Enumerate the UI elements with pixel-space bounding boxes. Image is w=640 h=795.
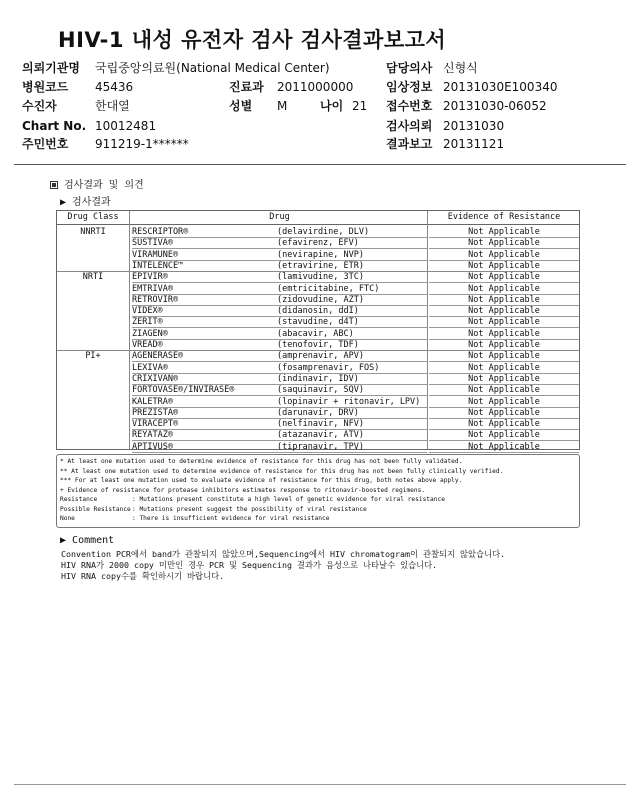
resistance-evidence: Not Applicable bbox=[429, 374, 579, 385]
table-header bbox=[57, 211, 579, 225]
legend-resistance bbox=[60, 495, 576, 505]
drug-brand-name: ZIAGEN® bbox=[132, 329, 277, 340]
doctor-value: 신형식 bbox=[443, 61, 478, 75]
comment-body bbox=[61, 549, 505, 582]
section-heading-text: 검사결과 및 의견 bbox=[64, 180, 144, 191]
subsection-heading-text: 검사결과 bbox=[72, 197, 111, 208]
table-row bbox=[57, 408, 579, 419]
table-row bbox=[57, 385, 579, 396]
table-row bbox=[57, 430, 579, 441]
drug-brand-name: PREZISTA® bbox=[132, 408, 277, 419]
drug-brand-name: APTIVUS® bbox=[132, 442, 277, 453]
hospital-code-label: 병원코드 bbox=[22, 80, 69, 94]
table-row bbox=[57, 419, 579, 430]
triangle-bullet-icon: ▶ bbox=[60, 535, 73, 546]
drug-class-label: NRTI bbox=[82, 272, 104, 283]
table-row bbox=[57, 306, 579, 317]
drug-generic-name: (lopinavir + ritonavir, LPV) bbox=[277, 397, 427, 408]
drug-generic-name: (amprenavir, APV) bbox=[277, 351, 427, 362]
table-row bbox=[57, 238, 579, 249]
legend-key: Resistance bbox=[60, 496, 98, 503]
resistance-evidence: Not Applicable bbox=[429, 385, 579, 396]
table-row bbox=[57, 397, 579, 408]
table-row bbox=[57, 250, 579, 261]
institution-value: 국립중앙의료원(National Medical Center) bbox=[95, 61, 330, 75]
report-title: HIV-1 내성 유전자 검사 검사결과보고서 bbox=[58, 28, 447, 52]
rrn-value: 911219-1****** bbox=[95, 137, 189, 151]
chart-no-label: Chart No. bbox=[22, 119, 87, 133]
chart-no-value: 10012481 bbox=[95, 119, 157, 133]
drug-generic-name: (saquinavir, SQV) bbox=[277, 385, 427, 396]
table-row bbox=[57, 442, 579, 453]
legend-text: : There is insufficient evidence for viral resistance bbox=[132, 515, 330, 522]
comment-line-3: HIV RNA copy수를 확인하시기 바랍니다. bbox=[61, 571, 225, 581]
drug-generic-name: (efavirenz, EFV) bbox=[277, 238, 427, 249]
drug-brand-name: SUSTIVA® bbox=[132, 238, 277, 249]
clinical-info-value: 20131030E100340 bbox=[443, 80, 558, 94]
drug-brand-name: RESCRIPTOR® bbox=[132, 227, 277, 238]
table-row bbox=[57, 295, 579, 306]
drug-brand-name: CRIXIVAN® bbox=[132, 374, 277, 385]
drug-brand-name: VIRAMUNE® bbox=[132, 250, 277, 261]
footnote-3: *** For at least one mutation used to evaluate evidence of resistance for this drug, both notes above apply. bbox=[60, 477, 463, 484]
comment-line-2: HIV RNA가 2000 copy 미만인 경우 PCR 및 Sequencing 결과가 음성으로 나타날수 있습니다. bbox=[61, 560, 438, 570]
drug-brand-name: INTELENCE™ bbox=[132, 261, 277, 272]
drug-brand-name: EMTRIVA® bbox=[132, 284, 277, 295]
drug-class-label: NNRTI bbox=[80, 227, 106, 237]
legend-none bbox=[60, 514, 576, 524]
drug-brand-name: RETROVIR® bbox=[132, 295, 277, 306]
resistance-evidence: Not Applicable bbox=[429, 430, 579, 441]
section-heading bbox=[50, 176, 144, 191]
drug-generic-name: (etravirine, ETR) bbox=[277, 261, 427, 272]
hospital-code-value: 45436 bbox=[95, 80, 134, 94]
drug-generic-name: (didanosin, ddI) bbox=[277, 306, 427, 317]
table-row bbox=[57, 329, 579, 340]
drug-brand-name: EPIVIR® bbox=[132, 272, 277, 283]
resistance-evidence: Not Applicable bbox=[429, 329, 579, 340]
drug-generic-name: (darunavir, DRV) bbox=[277, 408, 427, 419]
footer-divider bbox=[14, 784, 626, 785]
footnote-2: ** At least one mutation used to determine evidence of resistance for this drug has not been fully clinically verified. bbox=[60, 467, 504, 475]
drug-brand-name: REYATAZ® bbox=[132, 430, 277, 441]
resistance-evidence: Not Applicable bbox=[429, 408, 579, 419]
legend-key: None bbox=[60, 515, 75, 522]
drug-brand-name: AGENERASE® bbox=[132, 351, 277, 362]
drug-generic-name: (tipranavir, TPV) bbox=[277, 442, 427, 453]
clinical-info-label: 임상정보 bbox=[386, 80, 433, 94]
resistance-evidence: Not Applicable bbox=[429, 397, 579, 408]
table-row bbox=[57, 227, 579, 238]
drug-generic-name: (tenofovir, TDF) bbox=[277, 340, 427, 351]
resistance-table bbox=[56, 210, 580, 450]
drug-generic-name: (delavirdine, DLV) bbox=[277, 227, 427, 238]
sex-label: 성별 bbox=[229, 99, 253, 113]
triangle-bullet-icon: ▶ bbox=[60, 197, 73, 208]
drug-generic-name: (atazanavir, ATV) bbox=[277, 430, 427, 441]
table-row bbox=[57, 317, 579, 328]
drug-generic-name: (fosamprenavir, FOS) bbox=[277, 363, 427, 374]
table-row bbox=[57, 374, 579, 385]
resistance-evidence: Not Applicable bbox=[429, 442, 579, 453]
report-date-label: 결과보고 bbox=[386, 137, 433, 151]
drug-brand-name: FORTOVASE®/INVIRASE® bbox=[132, 385, 277, 396]
resistance-evidence: Not Applicable bbox=[429, 250, 579, 261]
department-label: 진료과 bbox=[229, 80, 264, 94]
footnote-1: * At least one mutation used to determine evidence of resistance for this drug has not been fully validated. bbox=[60, 458, 463, 465]
patient-value: 한대열 bbox=[95, 99, 130, 113]
drug-generic-name: (zidovudine, AZT) bbox=[277, 295, 427, 306]
age-value: 21 bbox=[352, 99, 368, 113]
resistance-evidence: Not Applicable bbox=[429, 306, 579, 317]
col-drug: Drug bbox=[269, 212, 290, 222]
legend-text: : Mutations present suggest the possibility of viral resistance bbox=[132, 505, 367, 513]
age-label: 나이 bbox=[320, 99, 344, 113]
patient-label: 수진자 bbox=[22, 99, 57, 113]
col-evidence: Evidence of Resistance bbox=[447, 212, 561, 222]
resistance-evidence: Not Applicable bbox=[429, 284, 579, 295]
subsection-heading bbox=[60, 193, 111, 208]
resistance-evidence: Not Applicable bbox=[429, 238, 579, 249]
comment-heading-text: Comment bbox=[72, 535, 115, 546]
resistance-evidence: Not Applicable bbox=[429, 261, 579, 272]
comment-heading bbox=[60, 535, 114, 546]
sex-value: M bbox=[277, 99, 288, 113]
resistance-evidence: Not Applicable bbox=[429, 272, 579, 283]
institution-label: 의뢰기관명 bbox=[22, 61, 80, 75]
drug-generic-name: (stavudine, d4T) bbox=[277, 317, 427, 328]
resistance-evidence: Not Applicable bbox=[429, 227, 579, 238]
comment-line-1: Convention PCR에서 band가 관찰되지 않았으며,Sequencing에서 HIV chromatogram이 관찰되지 않았습니다. bbox=[61, 549, 506, 559]
footnotes-box bbox=[56, 454, 580, 528]
drug-brand-name: KALETRA® bbox=[132, 397, 277, 408]
resistance-evidence: Not Applicable bbox=[429, 351, 579, 362]
doctor-label: 담당의사 bbox=[386, 61, 433, 75]
resistance-evidence: Not Applicable bbox=[429, 340, 579, 351]
drug-generic-name: (abacavir, ABC) bbox=[277, 329, 427, 340]
drug-brand-name: VIDEX® bbox=[132, 306, 277, 317]
drug-generic-name: (nelfinavir, NFV) bbox=[277, 419, 427, 430]
drug-generic-name: (nevirapine, NVP) bbox=[277, 250, 427, 261]
table-row bbox=[57, 351, 579, 362]
resistance-evidence: Not Applicable bbox=[429, 363, 579, 374]
legend-text: : Mutations present constitute a high level of genetic evidence for viral resistance bbox=[132, 496, 445, 503]
receipt-no-value: 20131030-06052 bbox=[443, 99, 547, 113]
drug-generic-name: (indinavir, IDV) bbox=[277, 374, 427, 385]
drug-brand-name: VREAD® bbox=[132, 340, 277, 351]
legend-possible-resistance bbox=[60, 505, 576, 515]
drug-brand-name: LEXIVA® bbox=[132, 363, 277, 374]
table-row bbox=[57, 284, 579, 295]
drug-generic-name: (emtricitabine, FTC) bbox=[277, 284, 427, 295]
drug-brand-name: VIRACEPT® bbox=[132, 419, 277, 430]
request-date-value: 20131030 bbox=[443, 119, 505, 133]
resistance-evidence: Not Applicable bbox=[429, 317, 579, 328]
request-date-label: 검사의뢰 bbox=[386, 119, 433, 133]
rrn-label: 주민번호 bbox=[22, 137, 69, 151]
header-divider bbox=[14, 164, 626, 165]
checkbox-square-icon bbox=[50, 181, 58, 189]
drug-generic-name: (lamivudine, 3TC) bbox=[277, 272, 427, 283]
receipt-no-label: 접수번호 bbox=[386, 99, 433, 113]
footnote-4: + Evidence of resistance for protease inhibitors estimates response to ritonavir-boosted regimens. bbox=[60, 486, 426, 494]
department-value: 2011000000 bbox=[277, 80, 354, 94]
table-row bbox=[57, 363, 579, 374]
table-row bbox=[57, 272, 579, 283]
resistance-evidence: Not Applicable bbox=[429, 419, 579, 430]
resistance-evidence: Not Applicable bbox=[429, 295, 579, 306]
legend-key: Possible Resistance bbox=[60, 505, 131, 513]
col-drug-class: Drug Class bbox=[67, 212, 119, 222]
report-date-value: 20131121 bbox=[443, 137, 505, 151]
drug-brand-name: ZERIT® bbox=[132, 317, 277, 328]
drug-class-label: PI+ bbox=[85, 351, 101, 362]
